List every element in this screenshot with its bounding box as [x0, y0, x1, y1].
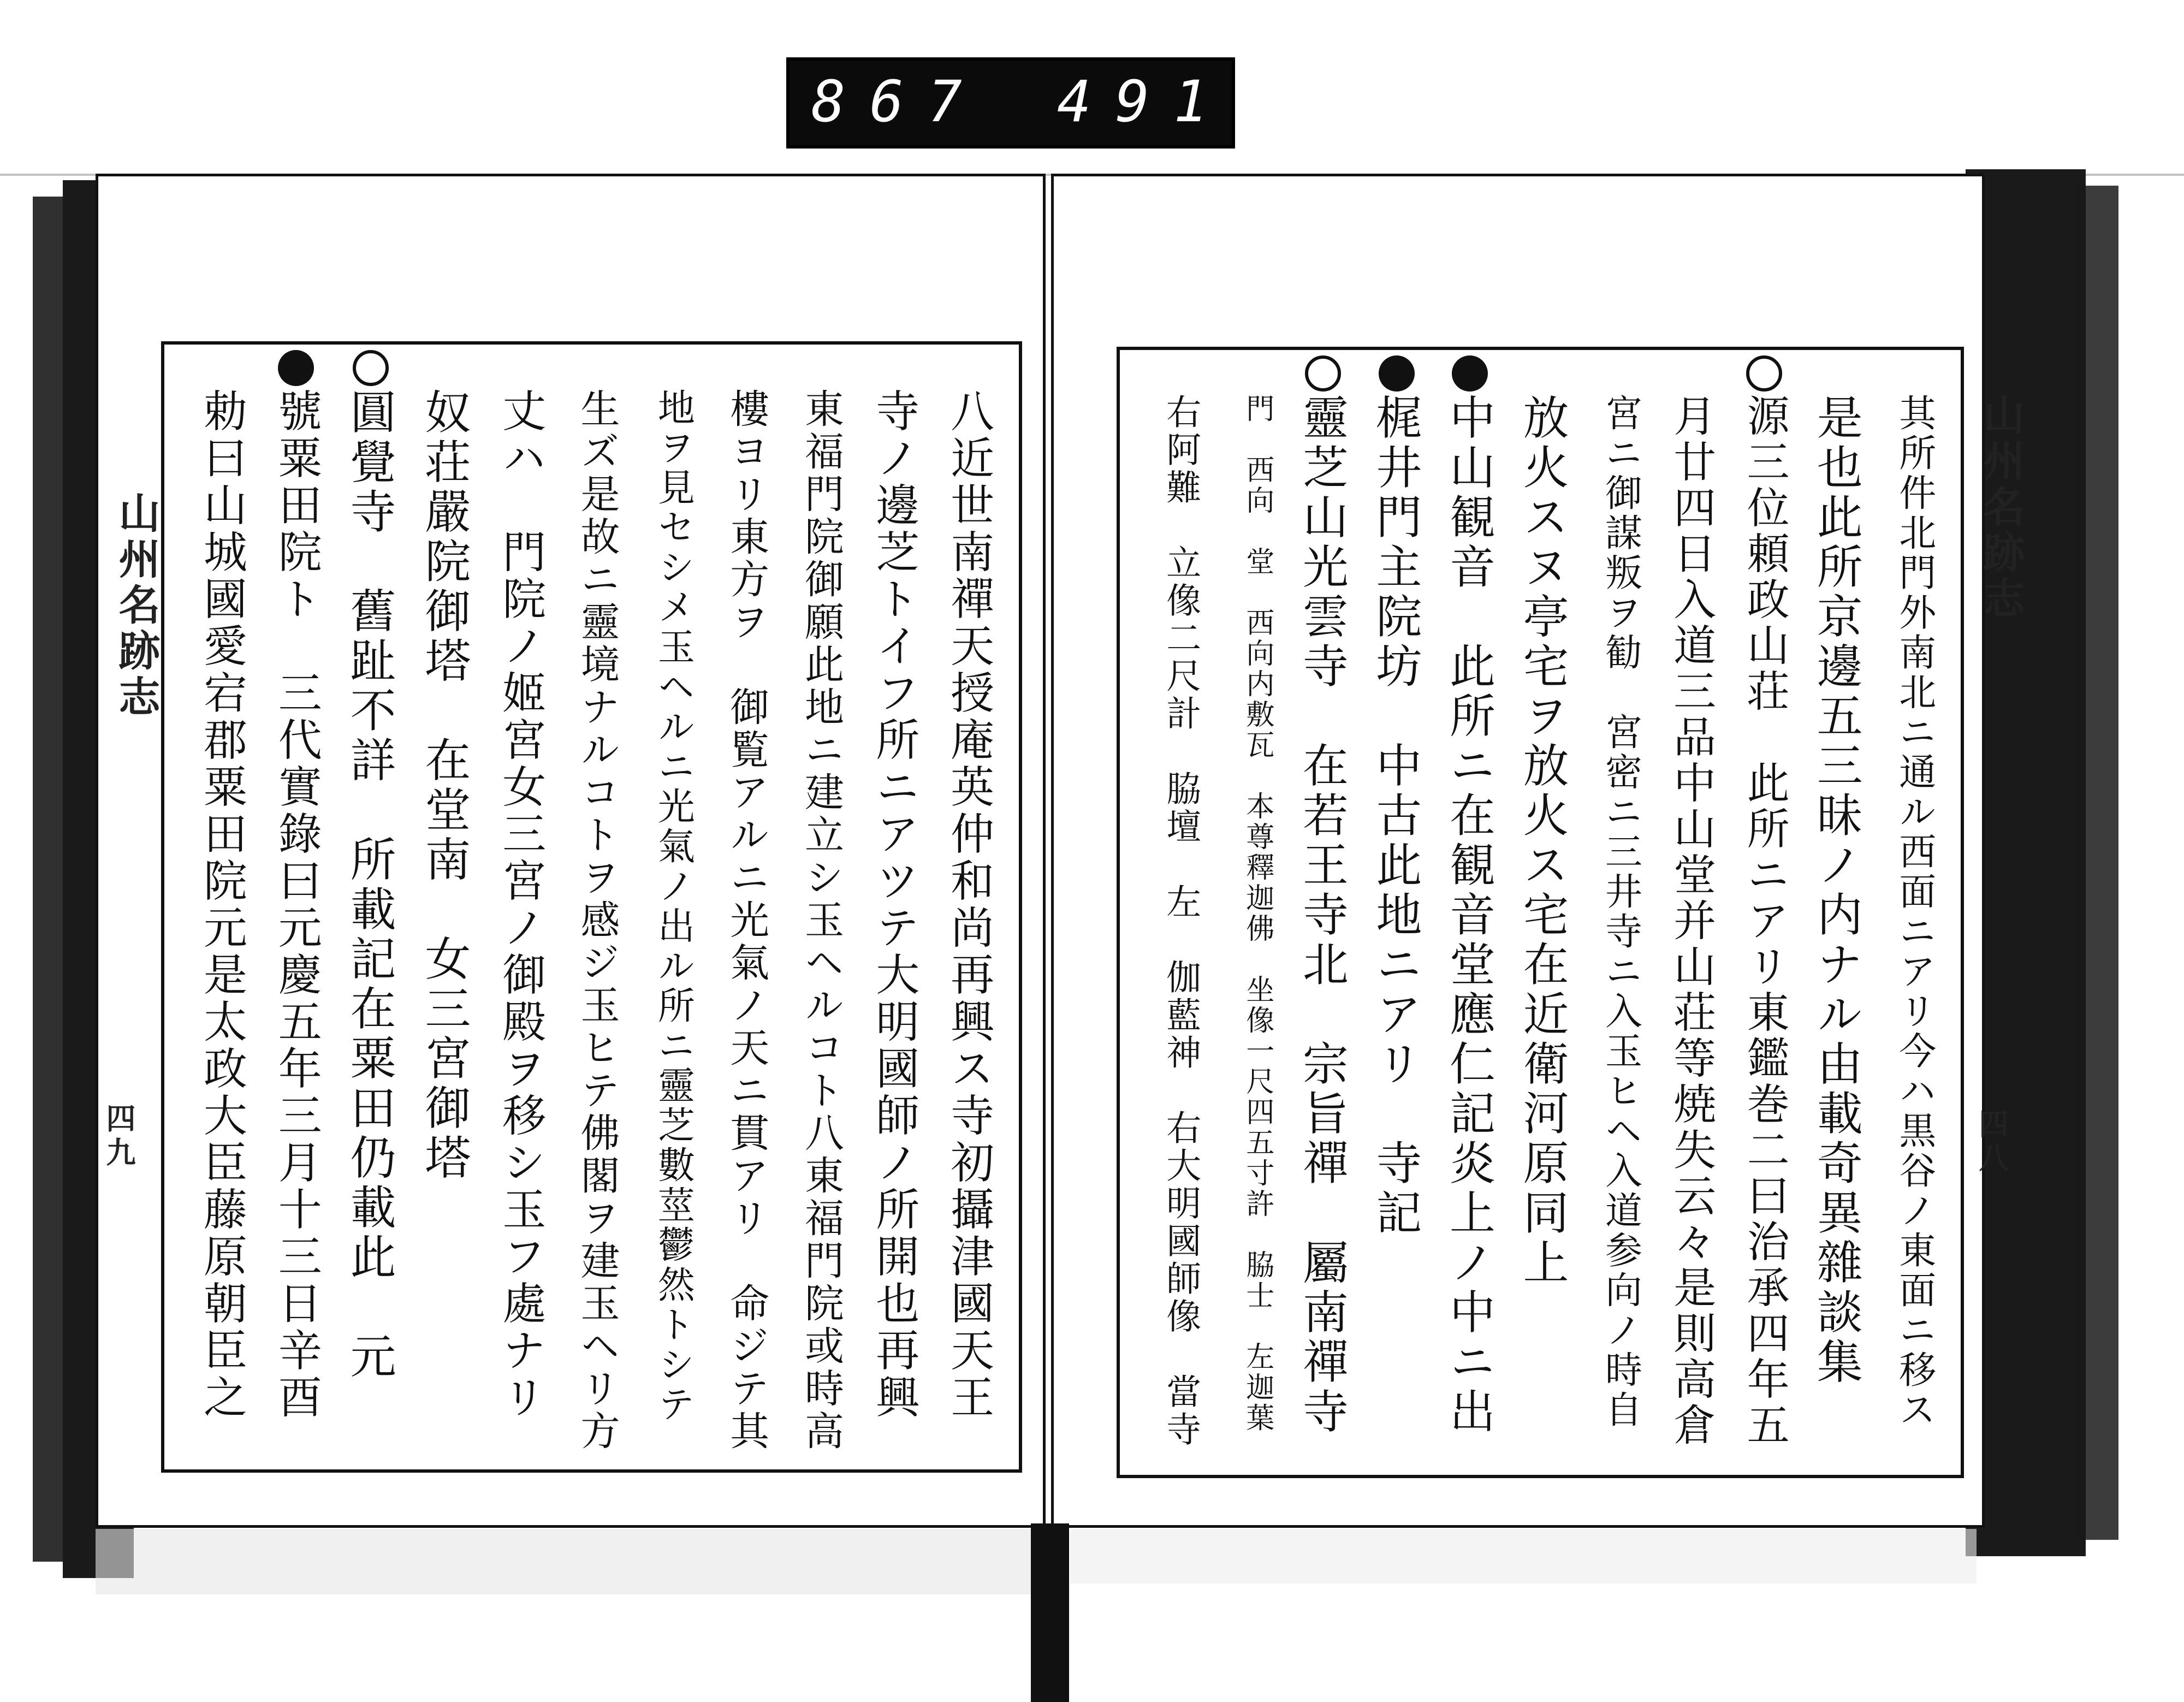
open-circle-marker [1305, 355, 1341, 392]
text-column: 勅曰山城國愛宕郡粟田院元是太政大臣藤原朝臣之 [196, 388, 247, 1421]
text-column: 中山観音 此所ニ在観音堂應仁記炎上ノ中ニ出 [1442, 394, 1496, 1437]
text-column: 月廿四日入道三品中山堂并山荘等焼失云々是則高倉 [1666, 394, 1716, 1449]
text-column: 靈芝山光雲寺 在若王寺北 宗旨禪 屬南禪寺 [1295, 394, 1349, 1437]
right-book-edge-outer [2075, 186, 2118, 1540]
text-column: 宮ニ御謀叛ヲ勧 宮密ニ三井寺ニ入玉ヒヘ入道参向ノ時自 [1599, 394, 1642, 1430]
right-text-frame [1117, 347, 1964, 1478]
filled-circle-marker [1379, 355, 1415, 392]
text-column: 梶井門主院坊 中古此地ニアリ 寺記 [1368, 394, 1422, 1238]
catalog-number-right: 491. [1057, 68, 1290, 135]
open-circle-marker [353, 350, 389, 386]
text-column: 是也此所京邊五三昧ノ内ナル由載奇異雜談集 [1809, 394, 1863, 1387]
text-column: 圓覺寺 舊趾不詳 所載記在粟田仍載此 元 [343, 388, 397, 1382]
open-circle-marker [1746, 355, 1782, 392]
left-page-bottom-stain [96, 1529, 1040, 1594]
text-column: 地ヲ見セシメ玉ヘルニ光氣ノ出ル所ニ靈芝數莖鬱然トシテ [651, 388, 695, 1425]
right-page-bottom-stain [1070, 1529, 1977, 1584]
text-column: 丈ハ 門院ノ姬宮女三宮ノ御殿ヲ移シ玉フ處ナリ [495, 388, 546, 1421]
right-text-columns [1120, 394, 1961, 1464]
filled-circle-marker [1452, 355, 1488, 392]
right-margin-page-number: 四八 [1974, 1108, 2009, 1176]
catalog-number-label [786, 57, 1290, 149]
text-column: 放火スヌ亭宅ヲ放火ス宅在近衛河原同上 [1516, 394, 1569, 1288]
text-column: 生ズ是故ニ靈境ナルコトヲ感ジ玉ヒテ佛閣ヲ建玉ヘリ方 [574, 388, 620, 1453]
left-text-frame [161, 341, 1022, 1473]
text-column: 右阿難 立像二尺計 脇壇 左 伽藍神 右大明國師像 當寺 [1160, 394, 1201, 1449]
catalog-number-left: 867 [811, 68, 986, 135]
left-text-columns [164, 388, 1019, 1458]
text-column: 奴荘嚴院御塔 在堂南 女三宮御塔 [417, 388, 471, 1183]
filled-circle-marker [278, 350, 314, 386]
text-column: 門 西向 堂 西向内敷瓦 本尊釋迦佛 坐像一尺四五寸許 脇士 左迦葉 [1241, 394, 1274, 1433]
text-column: 寺ノ邊芝トイフ所ニアツテ大明國師ノ所開也再興 [868, 388, 919, 1421]
text-column: 號粟田院ト 三代實錄曰元慶五年三月十三日辛酉 [271, 388, 322, 1421]
left-margin-page-number: 四九 [102, 1103, 136, 1171]
text-column: 東福門院御願此地ニ建立シ玉ヘルコト八東福門院或時高 [798, 388, 844, 1453]
right-margin-title: 山州名跡志 [1977, 393, 2025, 622]
left-margin-title: 山州名跡志 [112, 491, 161, 721]
text-column: 樓ヨリ東方ヲ 御覧アルニ光氣ノ天ニ貫アリ 命ジテ其 [723, 388, 770, 1453]
book-gutter-shadow [1031, 1523, 1069, 1702]
text-column: 其所件北門外南北ニ通ル西面ニアリ今ハ黒谷ノ東面ニ移ス [1892, 394, 1936, 1430]
text-column: 源三位頼政山荘 此所ニアリ東鑑巻二曰治承四年五 [1740, 394, 1789, 1449]
text-column: 八近世南禪天授庵英仲和尚再興ス寺初攝津國天王 [943, 388, 994, 1421]
